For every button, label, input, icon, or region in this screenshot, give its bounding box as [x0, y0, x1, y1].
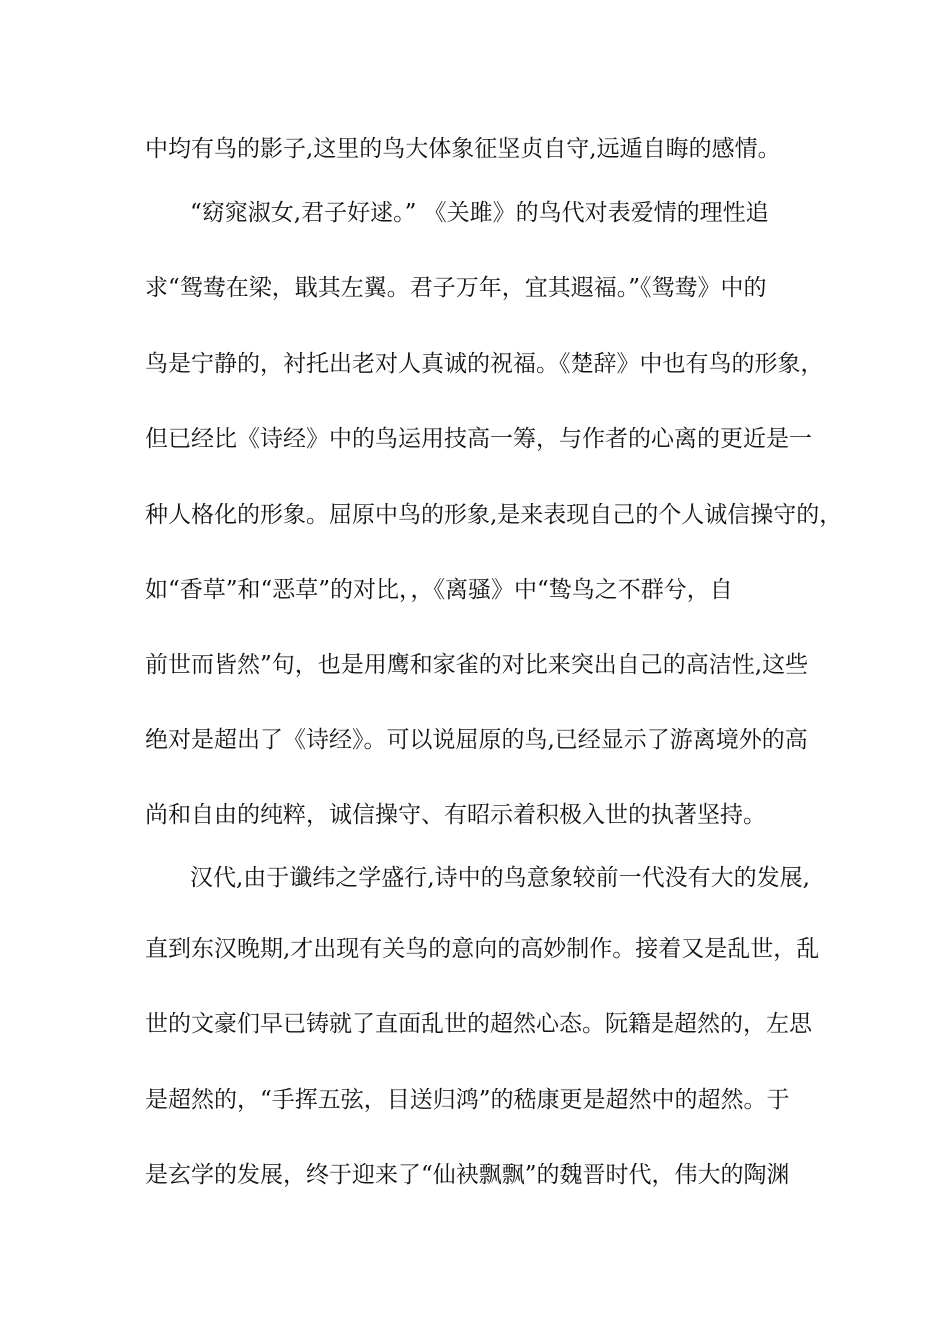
text-line: 世的文豪们早已铸就了直面乱世的超然心态。阮籍是超然的，左思: [145, 1011, 812, 1037]
text-line: 种人格化的形象。屈原中鸟的形象,是来表现自己的个人诚信操守的，: [145, 502, 843, 528]
text-line: 鸟是宁静的，衬托出老对人真诚的祝福。《楚辞》中也有鸟的形象，: [145, 351, 824, 377]
text-line: 绝对是超出了《诗经》。可以说屈原的鸟,已经显示了游离境外的高: [145, 727, 808, 753]
text-line: 是超然的，“手挥五弦，目送归鸿”的嵇康更是超然中的超然。于: [145, 1087, 790, 1113]
text-line: 前世而皆然”句，也是用鹰和家雀的对比来突出自己的高洁性,这些: [145, 652, 809, 678]
text-line: 直到东汉晚期,才出现有关鸟的意向的高妙制作。接着又是乱世，乱: [145, 936, 820, 962]
text-line: 汉代,由于谶纬之学盛行,诗中的鸟意象较前一代没有大的发展,: [190, 865, 810, 891]
text-line: 尚和自由的纯粹，诚信操守、有昭示着积极入世的执著坚持。: [145, 802, 766, 828]
text-line: 中均有鸟的影子,这里的鸟大体象征坚贞自守,远遁自晦的感情。: [145, 136, 781, 162]
text-line: 如“香草”和“恶草”的对比，，《离骚》中“鸷鸟之不群兮，自: [145, 577, 733, 603]
text-line: 求“鸳鸯在梁，戢其左翼。君子万年，宜其遐福。”《鸳鸯》中的: [145, 275, 767, 301]
text-line: 是玄学的发展，终于迎来了“仙袂飘飘”的魏晋时代，伟大的陶渊: [145, 1162, 790, 1188]
text-line: 但已经比《诗经》中的鸟运用技高一筹，与作者的心离的更近是一: [145, 426, 812, 452]
text-line: “窈窕淑女,君子好逑。” 《关雎》的鸟代对表爱情的理性追: [190, 200, 769, 226]
